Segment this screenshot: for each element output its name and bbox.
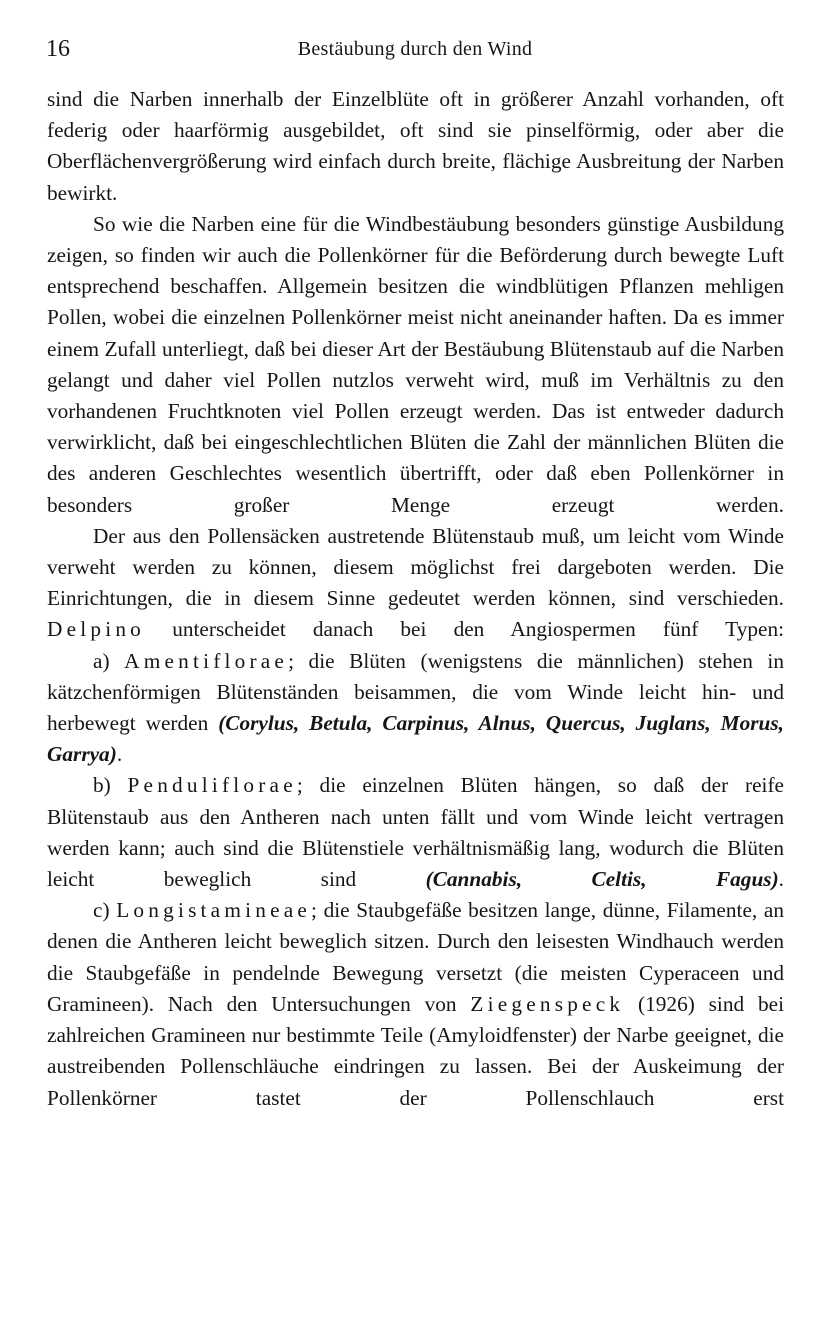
item-c-label: c) [93, 898, 110, 923]
item-c [47, 895, 784, 1113]
item-b-label: b) [93, 773, 111, 798]
author-ziegenspeck: Ziegenspeck [470, 991, 625, 1016]
item-c-text-2: (1926) sind bei zahlreichen Gramineen nur bestimmte Teile (Amyloidfenster) der Narbe geeignet, die austreibenden Pollenschläuche eindringen zu lassen. Bei der Auskeimung der Pollenkörner tastet der Pollenschlauch erst [47, 991, 784, 1110]
delpino-text-2: unterscheidet danach bei den Angiospermen fünf Typen: [172, 617, 785, 642]
item-a: a) Amentiflorae; die Blüten (wenigstens die männlichen) stehen in kätzchenförmigen Blütenständen beisammen, die vom Winde leicht hin- und herbewegt werden (Corylus, Betula, Carpinus, Alnus, Quercus, Juglans, Morus, Garrya). [47, 648, 784, 767]
paragraph-pollen: So wie die Narben eine für die Windbestäubung besonders günstige Ausbildung zeigen, so finden wir auch die Pollenkörner für die Beförderung durch bewegte Luft entsprechend beschaffen. Allgemein besitzen die windblütigen Pflanzen mehligen Pollen, wobei die einzelnen Pollenkörner meist nicht aneinander haften. Da es immer einem Zufall unterliegt, daß bei dieser Art der Bestäubung Blütenstaub auf die Narben gelangt und daher viel Pollen nutzlos verweht wird, muß im Verhältnis zu den vorhandenen Fruchtknoten viel Pollen erzeugt werden. Das ist entweder dadurch verwirklicht, daß bei eingeschlechtlichen Blüten die Zahl der männlichen Blüten die des anderen Geschlechtes wesentlich übertrifft, oder daß eben Pollenkörner in besonders großer Menge erzeugt werden. [47, 211, 784, 517]
page-header [46, 36, 784, 64]
term-amentiflorae: Amentiflorae [124, 648, 289, 673]
body-text [47, 84, 784, 1114]
item-b-text: ; die einzelnen Blüten hängen, so daß der reife Blütenstaub aus den Antheren nach unten fällt und vom Winde leicht vertragen werden kann; auch sind die Blütenstiele verhältnismäßig lang, wodurch die Blüten leicht beweglich sind [47, 773, 784, 892]
paragraph-delpino [47, 521, 784, 646]
running-title: Bestäubung durch den Wind [297, 38, 533, 60]
item-b: b) Penduliflorae; die einzelnen Blüten hängen, so daß der reife Blütenstaub aus den Antheren nach unten fällt und vom Winde leicht vertragen werden kann; auch sind die Blütenstiele verhältnismäßig lang, wodurch die Blüten leicht beweglich sind (Cannabis, Celtis, Fagus). [47, 773, 784, 892]
item-a-taxa: (Corylus, Betula, Carpinus, Alnus, Quercus, Juglans, Morus, Garrya) [47, 711, 784, 767]
author-delpino: Delpino [47, 617, 146, 642]
paragraph-continuation: sind die Narben innerhalb der Einzelblüte oft in größerer Anzahl vorhanden, oft federig oder haarförmig ausgebildet, oft sind sie pinselförmig, oder aber die Oberflächenvergrößerung wird einfach durch breite, flächige Ausbreitung der Narben bewirkt. [47, 87, 784, 205]
term-longistamineae: Longistamineae [116, 898, 312, 923]
item-c-text: ; die Staubgefäße besitzen lange, dünne, Filamente, an denen die Antheren leicht beweglich sitzen. Durch den leisesten Windhauch werden die Staubgefäße in pendelnde Bewegung versetzt (die meisten Cyperaceen und Gramineen). Nach den Untersuchungen von [47, 898, 784, 1016]
page-number: 16 [46, 36, 70, 62]
delpino-text-1: Der aus den Pollensäcken austretende Blütenstaub muß, um leicht vom Winde verweht werden zu können, diesem möglichst frei dargeboten werden. Die Einrichtungen, die in diesem Sinne gedeutet werden können, sind verschieden. [47, 523, 784, 611]
item-a-label: a) [93, 648, 110, 673]
term-penduliflorae: Penduliflorae [127, 773, 297, 798]
item-b-taxa: (Cannabis, Celtis, Fagus) [425, 867, 779, 892]
item-a-text: ; die Blüten (wenigstens die männlichen) stehen in kätzchenförmigen Blütenständen beisammen, die vom Winde leicht hin- und herbewegt werden [47, 648, 784, 736]
